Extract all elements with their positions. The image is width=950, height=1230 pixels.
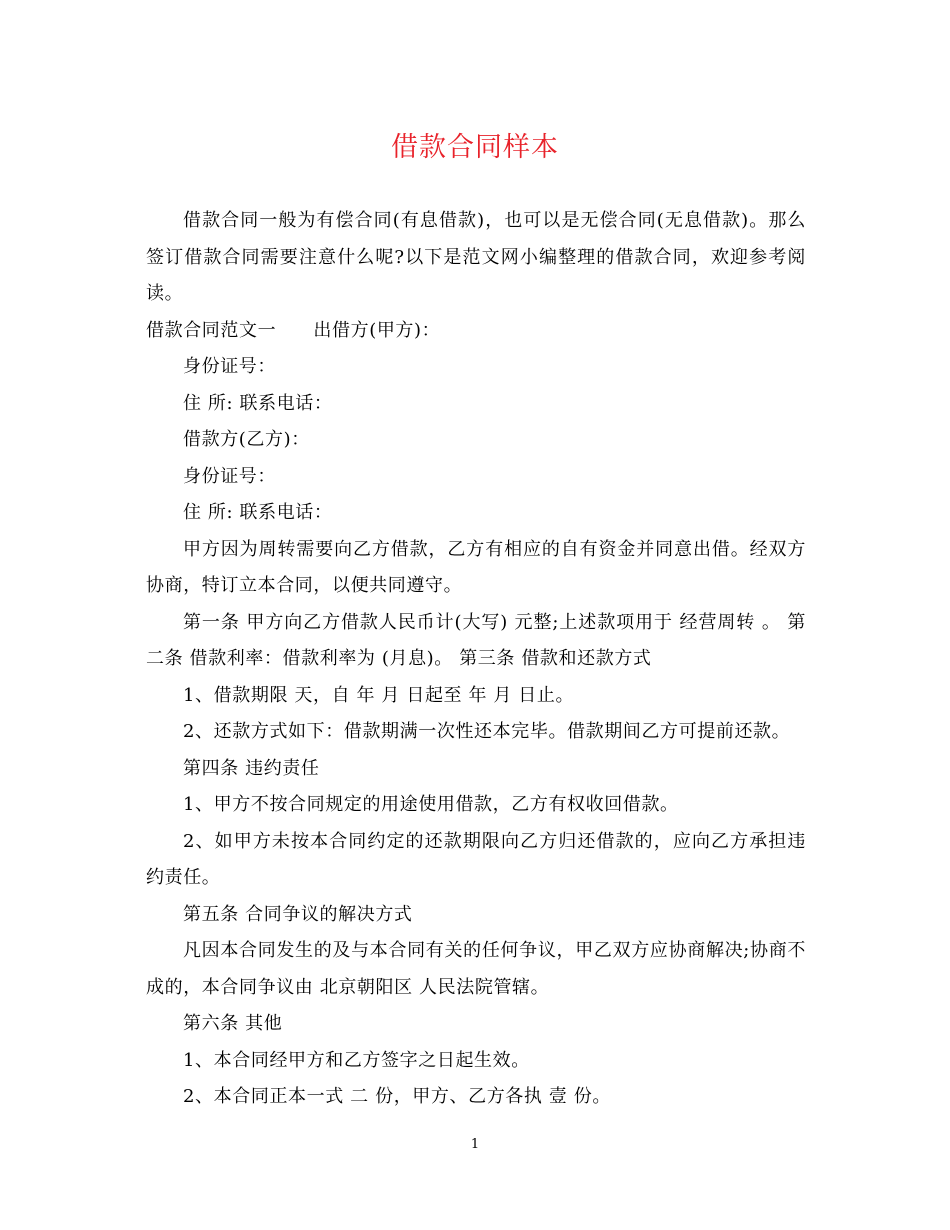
- paragraph-repayment: 2、还款方式如下：借款期满一次性还本完毕。借款期间乙方可提前还款。: [183, 721, 791, 742]
- document-body: [146, 203, 806, 1116]
- paragraph-breach-1: 1、甲方不按合同规定的用途使用借款，乙方有权收回借款。: [183, 794, 679, 815]
- paragraph-borrower-id: 身份证号：: [183, 465, 276, 487]
- paragraph-intro: 借款合同一般为有偿合同(有息借款)，也可以是无偿合同(无息借款)。那么签订借款合同需要注意什么呢?以下是范文网小编整理的借款合同，欢迎参考阅读。: [146, 210, 806, 304]
- paragraph-article-5: 第五条 合同争议的解决方式: [183, 903, 413, 925]
- document-title: 借款合同样本: [391, 132, 559, 163]
- paragraph-sample-heading: 借款合同范文一 出借方(甲方)：: [146, 319, 441, 341]
- paragraph-preamble: 甲方因为周转需要向乙方借款，乙方有相应的自有资金并同意出借。经双方协商，特订立本合同，以便共同遵守。: [146, 538, 806, 596]
- paragraph-loan-term: 1、借款期限 天，自 年 月 日起至 年 月 日止。: [183, 684, 575, 706]
- paragraph-articles-1-3: 第一条 甲方向乙方借款人民币计(大写) 元整;上述款项用于 经营周转 。 第二条 借款利率：借款利率为 (月息)。 第三条 借款和还款方式: [146, 611, 806, 669]
- paragraph-effective: 1、本合同经甲方和乙方签字之日起生效。: [183, 1049, 530, 1071]
- paragraph-copies: 2、本合同正本一式 二 份，甲方、乙方各执 壹 份。: [183, 1086, 611, 1107]
- paragraph-lender-address: 住 所: 联系电话：: [183, 392, 333, 414]
- paragraph-lender-id: 身份证号：: [183, 356, 276, 377]
- paragraph-article-6: 第六条 其他: [183, 1013, 283, 1034]
- paragraph-dispute: 凡因本合同发生的及与本合同有关的任何争议，甲乙双方应协商解决;协商不成的，本合同争议由 北京朝阳区 人民法院管辖。: [146, 940, 806, 998]
- paragraph-borrower: 借款方(乙方)：: [183, 429, 310, 450]
- paragraph-article-4: 第四条 违约责任: [183, 757, 320, 779]
- paragraph-borrower-address: 住 所: 联系电话：: [183, 502, 333, 523]
- paragraph-breach-2: 2、如甲方未按本合同约定的还款期限向乙方归还借款的，应向乙方承担违约责任。: [146, 830, 806, 888]
- page-number: 1: [470, 1137, 480, 1152]
